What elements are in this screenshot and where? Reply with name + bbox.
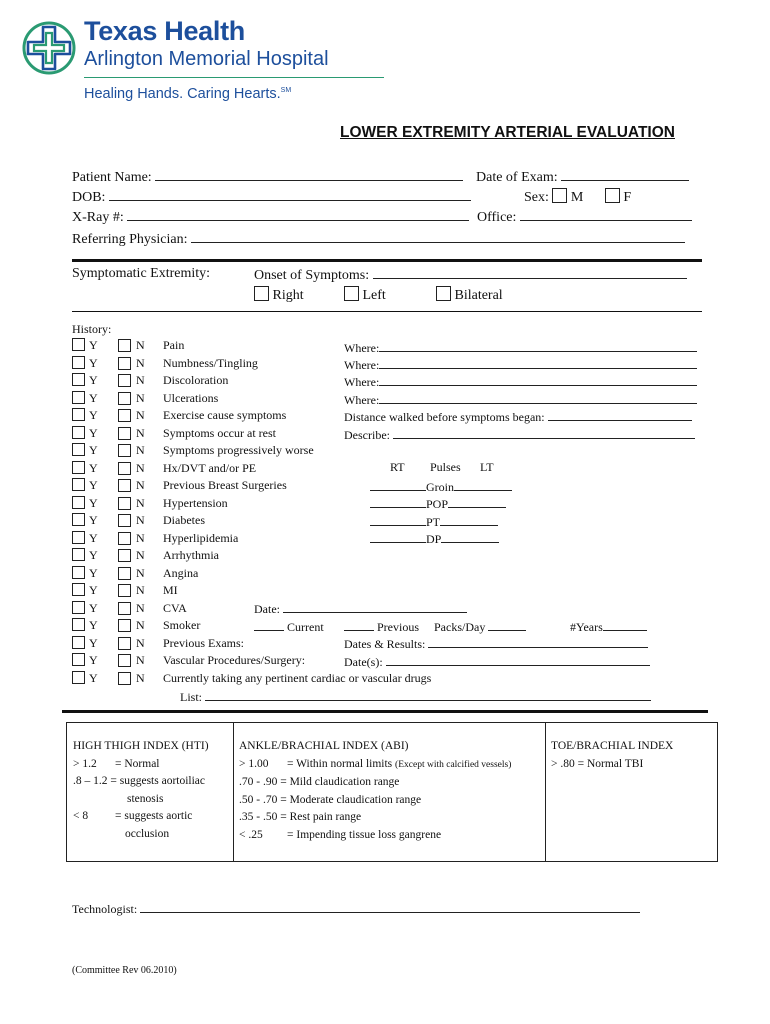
xray-label: X-Ray #: [72, 210, 124, 225]
history-yes-label: Y [89, 408, 98, 422]
history-no-label: N [136, 671, 145, 685]
history-no-label: N [136, 618, 145, 632]
right-checkbox[interactable] [254, 286, 269, 301]
history-item-label: Previous Exams: [163, 636, 244, 650]
history-yes-checkbox[interactable] [72, 618, 85, 631]
history-item-label: Hyperlipidemia [163, 531, 239, 545]
procedure-dates-label: Date(s): [344, 655, 383, 669]
smoker-current-label: Current [287, 620, 324, 634]
logo-divider [84, 77, 384, 78]
history-no-checkbox[interactable] [118, 602, 131, 615]
history-row [72, 496, 228, 511]
history-no-checkbox[interactable] [118, 584, 131, 597]
history-no-label: N [136, 408, 145, 422]
pulse-site-label: PT [426, 515, 441, 529]
tbi-title: TOE/BRACHIAL INDEX [551, 740, 674, 752]
dates-results-field [344, 635, 648, 652]
history-item-label: Currently taking any pertinent cardiac or vascular drugs [163, 671, 432, 685]
history-no-checkbox[interactable] [118, 514, 131, 527]
smoker-current-field [254, 618, 324, 635]
abi-row: .70 - .90 = Mild claudication range [239, 776, 400, 788]
cva-date-input[interactable] [283, 600, 467, 613]
history-yes-label: Y [89, 531, 98, 545]
history-yes-checkbox[interactable] [72, 338, 85, 351]
hti-row [73, 756, 209, 774]
section-divider-thick [72, 259, 702, 262]
smoker-previous-field [344, 618, 419, 635]
form-title: LOWER EXTREMITY ARTERIAL EVALUATION [340, 124, 675, 141]
where-label: Where: [344, 393, 380, 407]
date-of-exam-label: Date of Exam: [476, 170, 558, 185]
pulses-lt-header: LT [480, 460, 494, 474]
history-yes-label: Y [89, 338, 98, 352]
history-item-label: MI [163, 583, 178, 597]
referring-physician-input[interactable] [191, 230, 685, 243]
history-item-label: Previous Breast Surgeries [163, 478, 287, 492]
history-no-checkbox[interactable] [118, 497, 131, 510]
pulse-site-label: DP [426, 532, 442, 546]
hti-row: occlusion [125, 827, 170, 840]
history-row [72, 653, 306, 668]
describe-input[interactable] [393, 426, 695, 439]
history-row [72, 601, 187, 616]
history-no-checkbox[interactable] [118, 339, 131, 352]
history-yes-label: Y [89, 671, 98, 685]
history-yes-checkbox[interactable] [72, 583, 85, 596]
xray-input[interactable] [127, 208, 469, 221]
packs-day-field [434, 618, 526, 635]
hospital-name: Texas Health [84, 16, 245, 46]
pulse-row [370, 530, 499, 547]
bilateral-label: Bilateral [454, 288, 503, 303]
history-yes-checkbox[interactable] [72, 356, 85, 369]
describe-label: Describe: [344, 428, 390, 442]
history-yes-label: Y [89, 443, 98, 457]
bilateral-checkbox[interactable] [436, 286, 451, 301]
history-yes-checkbox[interactable] [72, 373, 85, 386]
history-item-label: Pain [163, 338, 185, 352]
pulse-row [370, 513, 498, 530]
history-row [72, 548, 219, 563]
procedure-dates-input[interactable] [386, 653, 650, 666]
history-no-checkbox[interactable] [118, 427, 131, 440]
distance-walked-field [344, 408, 692, 425]
left-label: Left [362, 288, 386, 303]
history-no-label: N [136, 426, 145, 440]
distance-walked-input[interactable] [548, 408, 692, 421]
packs-day-label: Packs/Day [434, 620, 486, 634]
right-label: Right [272, 288, 304, 303]
history-row [72, 618, 201, 633]
history-no-label: N [136, 461, 145, 475]
history-yes-label: Y [89, 636, 98, 650]
history-item-label: Exercise cause symptoms [163, 408, 287, 422]
hti-row: stenosis [127, 792, 164, 805]
history-no-label: N [136, 636, 145, 650]
history-yes-label: Y [89, 548, 98, 562]
technologist-label: Technologist: [72, 902, 138, 916]
history-yes-checkbox[interactable] [72, 601, 85, 614]
cva-date-field [254, 600, 467, 617]
history-no-checkbox[interactable] [118, 357, 131, 370]
hospital-subname: Arlington Memorial Hospital [84, 48, 329, 70]
pulse-rt-input[interactable] [370, 530, 426, 543]
history-label: History: [72, 322, 112, 336]
packs-day-input[interactable] [488, 618, 526, 631]
history-item-label: CVA [163, 601, 187, 615]
abi-row [239, 756, 511, 775]
history-yes-label: Y [89, 426, 98, 440]
onset-label: Onset of Symptoms: [254, 268, 370, 283]
history-item-label: Diabetes [163, 513, 205, 527]
pulse-lt-input[interactable] [454, 478, 512, 491]
history-yes-checkbox[interactable] [72, 566, 85, 579]
drugs-list-field [180, 688, 651, 705]
dob-label: DOB: [72, 190, 106, 205]
history-item-label: Hx/DVT and/or PE [163, 461, 257, 475]
revision-footer: (Committee Rev 06.2010) [72, 965, 177, 976]
dob-field [72, 188, 471, 206]
tbi-column [551, 738, 673, 773]
history-item-label: Symptoms occur at rest [163, 426, 276, 440]
history-no-checkbox[interactable] [118, 672, 131, 685]
history-yes-label: Y [89, 653, 98, 667]
patient-name-input[interactable] [155, 168, 463, 181]
history-row [72, 671, 432, 686]
hti-row: .8 – 1.2 = suggests aortoiliac [73, 775, 206, 787]
history-no-label: N [136, 583, 145, 597]
index-reference-table [66, 722, 718, 862]
history-yes-label: Y [89, 513, 98, 527]
procedure-dates-field [344, 653, 650, 670]
smoker-previous-input[interactable] [344, 618, 374, 631]
history-yes-label: Y [89, 618, 98, 632]
pulse-rt-input[interactable] [370, 495, 426, 508]
office-input[interactable] [520, 208, 692, 221]
referring-physician-field [72, 230, 685, 248]
patient-name-field [72, 168, 463, 186]
pulse-site-label: Groin [426, 480, 454, 494]
history-item-label: Smoker [163, 618, 201, 632]
history-no-label: N [136, 478, 145, 492]
abi-value: < .25 [239, 828, 263, 841]
history-no-checkbox[interactable] [118, 532, 131, 545]
technologist-field [72, 900, 640, 917]
hti-meaning: = Normal [115, 757, 160, 770]
history-row [72, 373, 229, 388]
years-input[interactable] [603, 618, 647, 631]
extremity-left-option [344, 286, 386, 304]
table-column-divider [233, 723, 234, 861]
history-row [72, 583, 178, 598]
history-yes-checkbox[interactable] [72, 443, 85, 456]
ulcerations-where-input[interactable] [379, 391, 697, 404]
history-item-label: Symptoms progressively worse [163, 443, 314, 457]
history-row [72, 636, 244, 651]
history-yes-label: Y [89, 373, 98, 387]
history-no-checkbox[interactable] [118, 567, 131, 580]
history-no-label: N [136, 496, 145, 510]
dates-results-input[interactable] [428, 635, 648, 648]
hti-column [73, 738, 209, 843]
sex-m-checkbox[interactable] [552, 188, 567, 203]
history-row [72, 566, 199, 581]
history-no-checkbox[interactable] [118, 409, 131, 422]
history-item-label: Vascular Procedures/Surgery: [163, 653, 306, 667]
hti-value: < 8 [73, 810, 89, 822]
date-of-exam-input[interactable] [561, 168, 689, 181]
abi-title: ANKLE/BRACHIAL INDEX (ABI) [239, 740, 409, 752]
texas-health-logo-icon [22, 21, 76, 75]
pulse-lt-input[interactable] [440, 513, 498, 526]
history-item-label: Ulcerations [163, 391, 219, 405]
history-item-label: Angina [163, 566, 199, 580]
history-row [72, 391, 219, 406]
smoker-current-input[interactable] [254, 618, 284, 631]
where-label: Where: [344, 358, 380, 372]
history-no-label: N [136, 531, 145, 545]
years-label: #Years [570, 620, 603, 634]
sex-field [524, 188, 631, 206]
history-yes-label: Y [89, 461, 98, 475]
history-row [72, 338, 185, 353]
sex-f-checkbox[interactable] [605, 188, 620, 203]
history-yes-checkbox[interactable] [72, 478, 85, 491]
years-field [570, 618, 647, 635]
history-yes-label: Y [89, 356, 98, 370]
hti-row [73, 808, 209, 826]
dates-results-label: Dates & Results: [344, 637, 426, 651]
abi-note: (Except with calcified vessels) [395, 759, 512, 770]
pulse-rt-input[interactable] [370, 478, 426, 491]
history-no-label: N [136, 548, 145, 562]
history-yes-checkbox[interactable] [72, 653, 85, 666]
extremity-right-option [254, 286, 304, 304]
history-no-label: N [136, 653, 145, 667]
where-label: Where: [344, 375, 380, 389]
pulse-site-label: POP [426, 497, 449, 511]
abi-row [239, 827, 511, 845]
pulse-rt-input[interactable] [370, 513, 426, 526]
abi-column [239, 738, 511, 844]
hti-title: HIGH THIGH INDEX (HTI) [73, 740, 209, 752]
drugs-list-label: List: [180, 690, 203, 704]
distance-label: Distance walked before symptoms began: [344, 410, 545, 424]
symptomatic-extremity-label: Symptomatic Extremity: [72, 266, 211, 281]
history-no-checkbox[interactable] [118, 549, 131, 562]
history-row [72, 408, 287, 423]
history-no-label: N [136, 601, 145, 615]
pulse-lt-input[interactable] [448, 495, 506, 508]
discoloration-where-input[interactable] [379, 373, 697, 386]
history-no-label: N [136, 513, 145, 527]
history-yes-checkbox[interactable] [72, 531, 85, 544]
patient-name-label: Patient Name: [72, 170, 152, 185]
extremity-bilateral-option [436, 286, 503, 304]
history-no-checkbox[interactable] [118, 637, 131, 650]
history-yes-checkbox[interactable] [72, 636, 85, 649]
abi-row: .35 - .50 = Rest pain range [239, 811, 362, 823]
history-no-label: N [136, 391, 145, 405]
smoker-previous-label: Previous [377, 620, 419, 634]
history-yes-label: Y [89, 583, 98, 597]
history-yes-label: Y [89, 391, 98, 405]
where-label: Where: [344, 341, 380, 355]
hospital-tagline [84, 86, 291, 102]
history-row [72, 531, 239, 546]
history-row [72, 443, 314, 458]
numbness-where-input[interactable] [379, 356, 697, 369]
history-yes-checkbox[interactable] [72, 426, 85, 439]
xray-field [72, 208, 469, 226]
tbi-row: > .80 = Normal TBI [551, 757, 644, 770]
drugs-list-input[interactable] [205, 688, 651, 701]
technologist-input[interactable] [140, 900, 640, 913]
left-checkbox[interactable] [344, 286, 359, 301]
table-top-rule [62, 710, 708, 713]
history-no-label: N [136, 356, 145, 370]
history-no-label: N [136, 443, 145, 457]
history-yes-label: Y [89, 566, 98, 580]
section-divider-thin [72, 311, 702, 312]
history-yes-label: Y [89, 496, 98, 510]
history-no-checkbox[interactable] [118, 654, 131, 667]
history-row [72, 356, 258, 371]
abi-row: .50 - .70 = Moderate claudication range [239, 793, 422, 806]
pain-where-input[interactable] [379, 339, 697, 352]
history-row [72, 426, 276, 441]
tagline-text: Healing Hands. Caring Hearts. [84, 86, 281, 102]
history-no-checkbox[interactable] [118, 462, 131, 475]
history-yes-checkbox[interactable] [72, 548, 85, 561]
referring-physician-label: Referring Physician: [72, 232, 188, 247]
sex-f-label: F [623, 190, 632, 205]
history-no-label: N [136, 566, 145, 580]
history-yes-checkbox[interactable] [72, 408, 85, 421]
table-column-divider [545, 723, 546, 861]
history-item-label: Hypertension [163, 496, 228, 510]
hti-meaning: = suggests aortic [115, 810, 193, 822]
history-yes-checkbox[interactable] [72, 461, 85, 474]
abi-value: > 1.00 [239, 757, 269, 770]
history-yes-checkbox[interactable] [72, 513, 85, 526]
cva-date-label: Date: [254, 602, 280, 616]
history-yes-checkbox[interactable] [72, 671, 85, 684]
pulses-header: Pulses [430, 460, 461, 474]
history-no-checkbox[interactable] [118, 479, 131, 492]
abi-meaning: = Impending tissue loss gangrene [287, 828, 442, 841]
history-yes-label: Y [89, 601, 98, 615]
service-mark: SM [280, 87, 292, 95]
history-item-label: Discoloration [163, 373, 229, 387]
numbness-where-field [344, 356, 697, 373]
history-item-label: Numbness/Tingling [163, 356, 258, 370]
pulse-lt-input[interactable] [441, 530, 499, 543]
history-row [72, 513, 205, 528]
dob-input[interactable] [109, 188, 471, 201]
date-of-exam-field [476, 168, 689, 186]
history-item-label: Arrhythmia [163, 548, 219, 562]
pain-where-field [344, 339, 697, 356]
hti-value: > 1.2 [73, 757, 97, 770]
history-no-checkbox[interactable] [118, 392, 131, 405]
sex-label: Sex: [524, 190, 549, 205]
history-no-checkbox[interactable] [118, 619, 131, 632]
pulses-rt-header: RT [390, 460, 405, 474]
onset-input[interactable] [373, 266, 687, 279]
history-yes-checkbox[interactable] [72, 496, 85, 509]
history-yes-label: Y [89, 478, 98, 492]
office-label: Office: [477, 210, 517, 225]
pulse-row [370, 478, 512, 495]
office-field [477, 208, 692, 226]
onset-of-symptoms-field [254, 266, 687, 284]
abi-meaning: = Within normal limits [287, 757, 393, 770]
history-row [72, 478, 287, 493]
discoloration-where-field [344, 373, 697, 390]
history-no-label: N [136, 338, 145, 352]
history-row [72, 461, 257, 476]
history-no-label: N [136, 373, 145, 387]
pulse-row [370, 495, 506, 512]
history-no-checkbox[interactable] [118, 444, 131, 457]
describe-field [344, 426, 695, 443]
sex-m-label: M [570, 190, 584, 205]
ulcerations-where-field [344, 391, 697, 408]
history-no-checkbox[interactable] [118, 374, 131, 387]
history-yes-checkbox[interactable] [72, 391, 85, 404]
